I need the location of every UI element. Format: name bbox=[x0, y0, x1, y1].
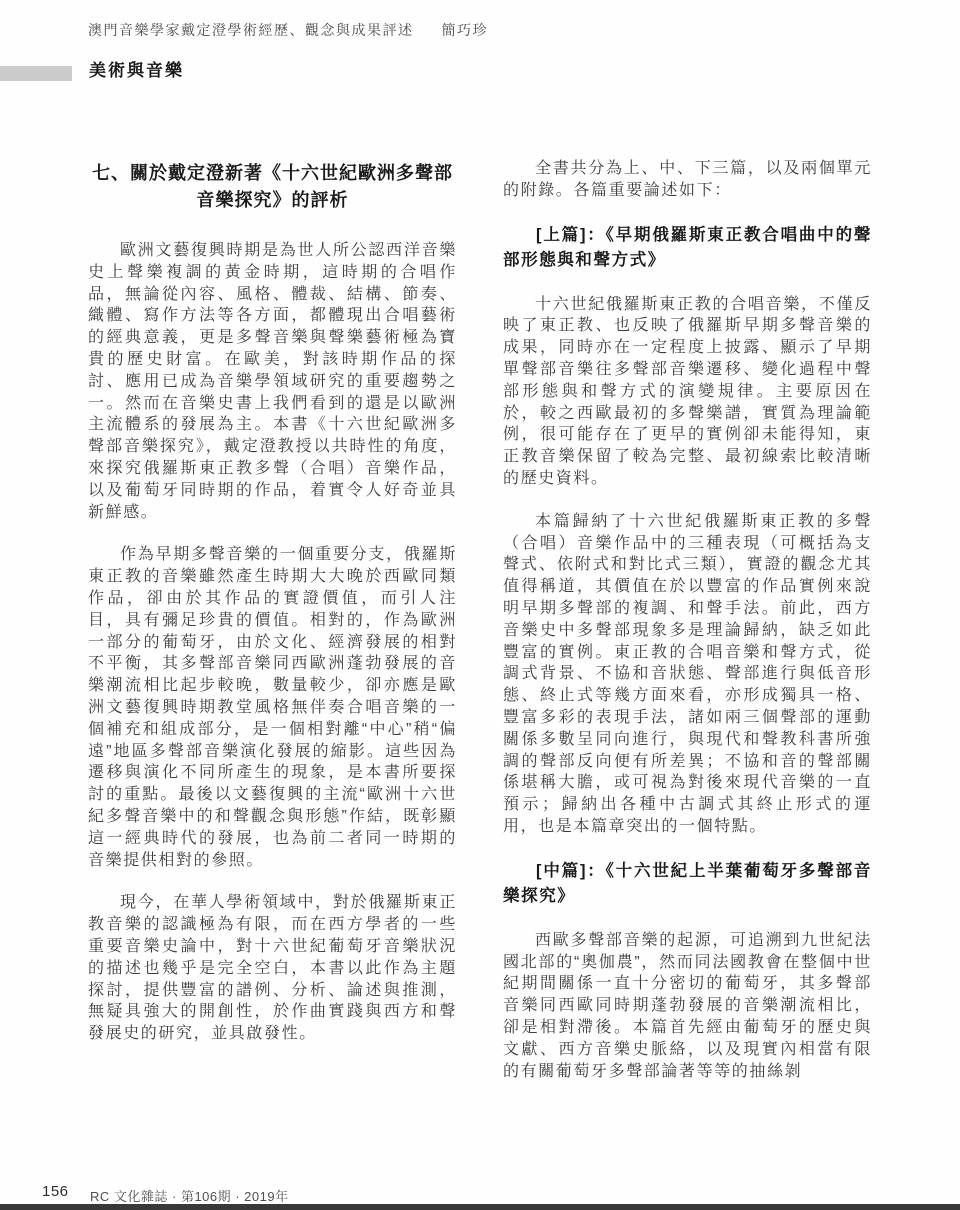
section-marker-bar bbox=[0, 66, 72, 81]
subheading-upper-part: [上篇]：《早期俄羅斯東正教合唱曲中的聲部形態與和聲方式》 bbox=[503, 225, 872, 269]
paragraph-left-1: 歐洲文藝復興時期是為世人所公認西洋音樂史上聲樂複調的黃金時期，這時期的合唱作品，無論從內容、風格、體裁、結構、節奏、織體、寫作方法等各方面，都體現出合唱藝術的經典意義，更是多聲音樂與聲樂藝術極為寶貴的歷史財富。在歐美，對該時期作品的探討、應用已成為音樂學領域研究的重要趨勢之一。然而在音樂史書上我們看到的還是以歐洲主流體系的發展為主。本書《十六世紀歐洲多聲部音樂探究》，戴定澄教授以共時性的角度，來探究俄羅斯東正教多聲（合唱）音樂作品，以及葡萄牙同時期的作品，着實令人好奇並具新鮮感。 bbox=[88, 242, 457, 521]
paragraph-middle-1: 西歐多聲部音樂的起源，可追溯到九世紀法國北部的“奧伽農”，然而同法國教會在整個中世紀期間關係一直十分密切的葡萄牙，其多聲部音樂同西歐同時期蓬勃發展的音樂潮流相比，卻是相對滯後。本篇首先經由葡萄牙的歷史與文獻、西方音樂史脈絡，以及現實內相當有限的有關葡萄牙多聲部論著等等的抽絲剝 bbox=[503, 931, 872, 1080]
running-head-title: 澳門音樂學家戴定澄學術經歷、觀念與成果評述 bbox=[88, 22, 414, 38]
article-body bbox=[88, 158, 872, 1103]
journal-issue-info: RC 文化雜誌 · 第106期 · 2019年 bbox=[90, 1189, 289, 1204]
subheading-middle-part: [中篇]：《十六世紀上半葉葡萄牙多聲部音樂探究》 bbox=[503, 861, 872, 905]
right-column bbox=[503, 158, 872, 1103]
paragraph-left-2: 作為早期多聲音樂的一個重要分支，俄羅斯東正教的音樂雖然產生時期大大晚於西歐同類作品，卻由於其作品的實證價值，而引人注目，具有彌足珍貴的價值。相對的，作為歐洲一部分的葡萄牙，由於文化、經濟發展的相對不平衡，其多聲部音樂同西歐洲蓬勃發展的音樂潮流相比起步較晚，數量較少，卻亦應是歐洲文藝復興時期教堂風格無伴奏合唱音樂的一個補充和組成部分，是一個相對離“中心”稍“偏遠”地區多聲部音樂演化發展的縮影。這些因為遷移與演化不同所產生的現象，是本書所要探討的重點。最後以文藝復興的主流“歐洲十六世紀多聲音樂中的和聲觀念與形態”作結，既彰顯這一經典時代的發展，也為前二者同一時期的音樂提供相對的參照。 bbox=[88, 546, 457, 869]
page-bottom-edge bbox=[0, 1204, 960, 1210]
article-section-heading: 七、關於戴定澄新著《十六世紀歐洲多聲部音樂探究》的評析 bbox=[92, 163, 453, 210]
paragraph-upper-1: 十六世紀俄羅斯東正教的合唱音樂，不僅反映了東正教、也反映了俄羅斯早期多聲音樂的成果，同時亦在一定程度上披露、顯示了早期單聲部音樂往多聲部音樂遷移、變化過程中聲部形態與和聲方式的演變規律。主要原因在於，較之西歐最初的多聲樂譜，實質為理論範例，很可能存在了更早的實例卻未能得知，東正教音樂保留了較為完整、最初線索比較清晰的歷史資料。 bbox=[503, 295, 872, 487]
page-number: 156 bbox=[42, 1183, 69, 1200]
running-head-author: 簡巧珍 bbox=[441, 22, 488, 38]
paragraph-left-3: 現今，在華人學術領域中，對於俄羅斯東正教音樂的認識極為有限，而在西方學者的一些重要音樂史論中，對十六世紀葡萄牙音樂狀況的描述也幾乎是完全空白，本書以此作為主題探討，提供豐富的譜例、分析、論述與推測，無疑具強大的開創性，於作曲實踐與西方和聲發展史的研究，並具啟發性。 bbox=[88, 894, 457, 1043]
running-head bbox=[88, 20, 488, 40]
left-column bbox=[88, 158, 457, 1103]
section-label: 美術與音樂 bbox=[89, 61, 184, 80]
paragraph-right-intro: 全書共分為上、中、下三篇，以及兩個單元的附錄。各篇重要論述如下： bbox=[503, 160, 872, 199]
paragraph-upper-2: 本篇歸納了十六世紀俄羅斯東正教的多聲（合唱）音樂作品中的三種表現（可概括為支聲式、依附式和對比式三類），實證的觀念尤其值得稱道，其價值在於以豐富的作品實例來說明早期多聲部的複調、和聲手法。前此，西方音樂史中多聲部現象多是理論歸納，缺乏如此豐富的實例。東正教的合唱音樂和聲方式，從調式背景、不協和音狀態、聲部進行與低音形態、終止式等幾方面來看，亦形成獨具一格、豐富多彩的表現手法，諸如兩三個聲部的運動關係多數呈同向進行，與現代和聲教科書所強調的聲部反向便有所差異；不協和音的聲部關係堪稱大膽，或可視為對後來現代音樂的一直預示；歸納出各種中古調式其終止形式的運用，也是本篇章突出的一個特點。 bbox=[503, 512, 872, 835]
